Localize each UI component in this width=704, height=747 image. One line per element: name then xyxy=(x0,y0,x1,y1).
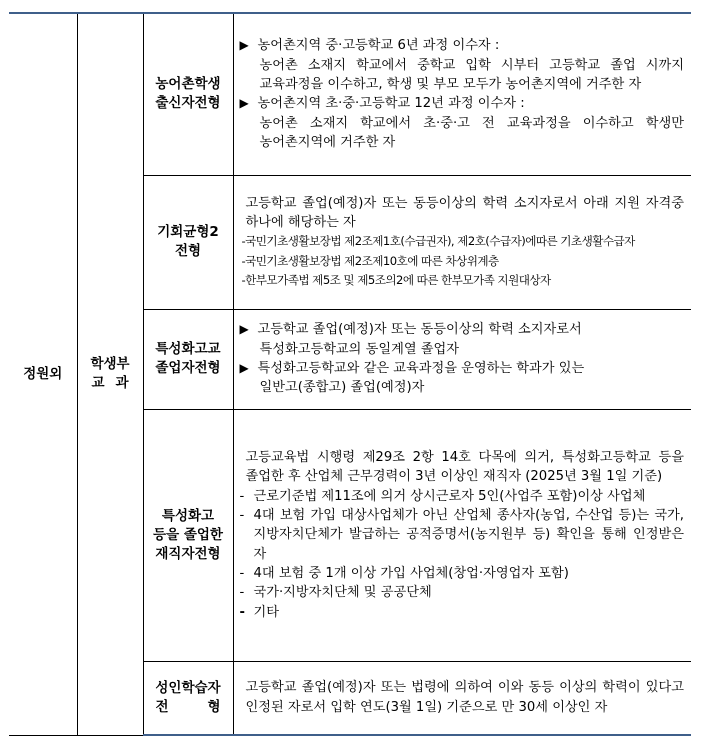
eligibility-opportunity xyxy=(233,175,691,309)
triangle-bullet-icon: ▶ xyxy=(239,96,249,111)
bullet-item: ▶ 농어촌지역 중·고등학교 6년 과정 이수자 : 농어촌 소재지 학교에서 중학교 입학 시부터 고등학교 졸업 시까지 교육과정을 이수하고, 학생 및 부모 모두가 농어촌지역에 거주한 자 xyxy=(240,36,685,94)
triangle-bullet-icon: ▶ xyxy=(239,322,249,337)
admission-criteria-table xyxy=(9,12,691,736)
dash-item: - 기타 xyxy=(239,604,279,620)
eligibility-adult xyxy=(233,661,691,735)
eligibility-rural xyxy=(233,13,691,175)
dash-item: - 4대 보험 중 1개 이상 가입 사업체(창업·자영업자 포함) xyxy=(239,565,569,581)
department-cell xyxy=(77,13,143,735)
eligibility-detail: -국민기초생활보장법 제2조제1호(수급권자), 제2호(수급자)에따른 기초생활수급자 xyxy=(241,234,635,249)
dash-item: - 국가·지방자치단체 및 공공단체 xyxy=(239,585,432,601)
bullet-item: ▶ 고등학교 졸업(예정)자 또는 동등이상의 학력 소지자로서 특성화고등학교의 동일계열 졸업자 xyxy=(240,320,685,359)
admission-type-employed: 특성화고 등을 졸업한 재직자전형 xyxy=(143,409,233,661)
eligibility-detail: -국민기초생활보장법 제2조제10호에 따른 차상위계층 xyxy=(241,253,499,268)
dash-item: - 4대 보험 가입 대상사업체가 아닌 산업체 종사자(농업, 수산업 등)는 국가, 지방자치단체가 발급하는 공적증명서(농지원부 등) 확인을 통해 인정받은 자 xyxy=(239,508,684,562)
triangle-bullet-icon: ▶ xyxy=(239,38,249,53)
bullet-item: ▶ 농어촌지역 초·중·고등학교 12년 과정 이수자 : 농어촌 소재지 학교에서 초·중·고 전 교육과정을 이수하고 학생만 농어촌지역에 거주한 자 xyxy=(240,94,685,152)
eligibility-intro: 고등교육법 시행령 제29조 2항 14호 다목에 의거, 특성화고등학교 등을 졸업한 후 산업체 근무경력이 3년 이상인 재직자 (2025년 3월 1일 기준) xyxy=(245,450,684,485)
admission-type-rural: 농어촌학생 출신자전형 xyxy=(143,13,233,175)
eligibility-intro: 고등학교 졸업(예정)자 또는 법령에 의하여 이와 동등 이상의 학력이 있다고 인정된 자로서 입학 연도(3월 1일) 기준으로 만 30세 이상인 자 xyxy=(245,680,684,715)
table-row-rural xyxy=(9,13,691,175)
admission-type-opportunity: 기회균형2 전형 xyxy=(143,175,233,309)
eligibility-detail: -한부모가족법 제5조 및 제5조의2에 따른 한부모가족 지원대상자 xyxy=(241,272,551,287)
admission-type-adult: 성인학습자 전 형 xyxy=(143,661,233,735)
dash-item: - 근로기준법 제11조에 의거 상시근로자 5인(사업주 포함)이상 사업체 xyxy=(239,488,646,504)
department-label-line2: 교 과 xyxy=(91,375,129,392)
eligibility-intro: 고등학교 졸업(예정)자 또는 동등이상의 학력 소지자로서 아래 지원 자격중 하나에 해당하는 자 xyxy=(245,195,684,231)
eligibility-vocational xyxy=(233,309,691,409)
triangle-bullet-icon: ▶ xyxy=(239,361,249,375)
department-label-line1: 학생부 xyxy=(90,356,130,373)
category-label: 정원외 xyxy=(23,365,63,382)
eligibility-employed xyxy=(233,409,691,661)
admission-type-vocational: 특성화고교 졸업자전형 xyxy=(143,309,233,409)
category-cell xyxy=(9,13,77,735)
bullet-item: ▶ 특성화고등학교와 같은 교육과정을 운영하는 학과가 있는 일반고(종합고) 졸업(예정)자 xyxy=(240,359,685,398)
